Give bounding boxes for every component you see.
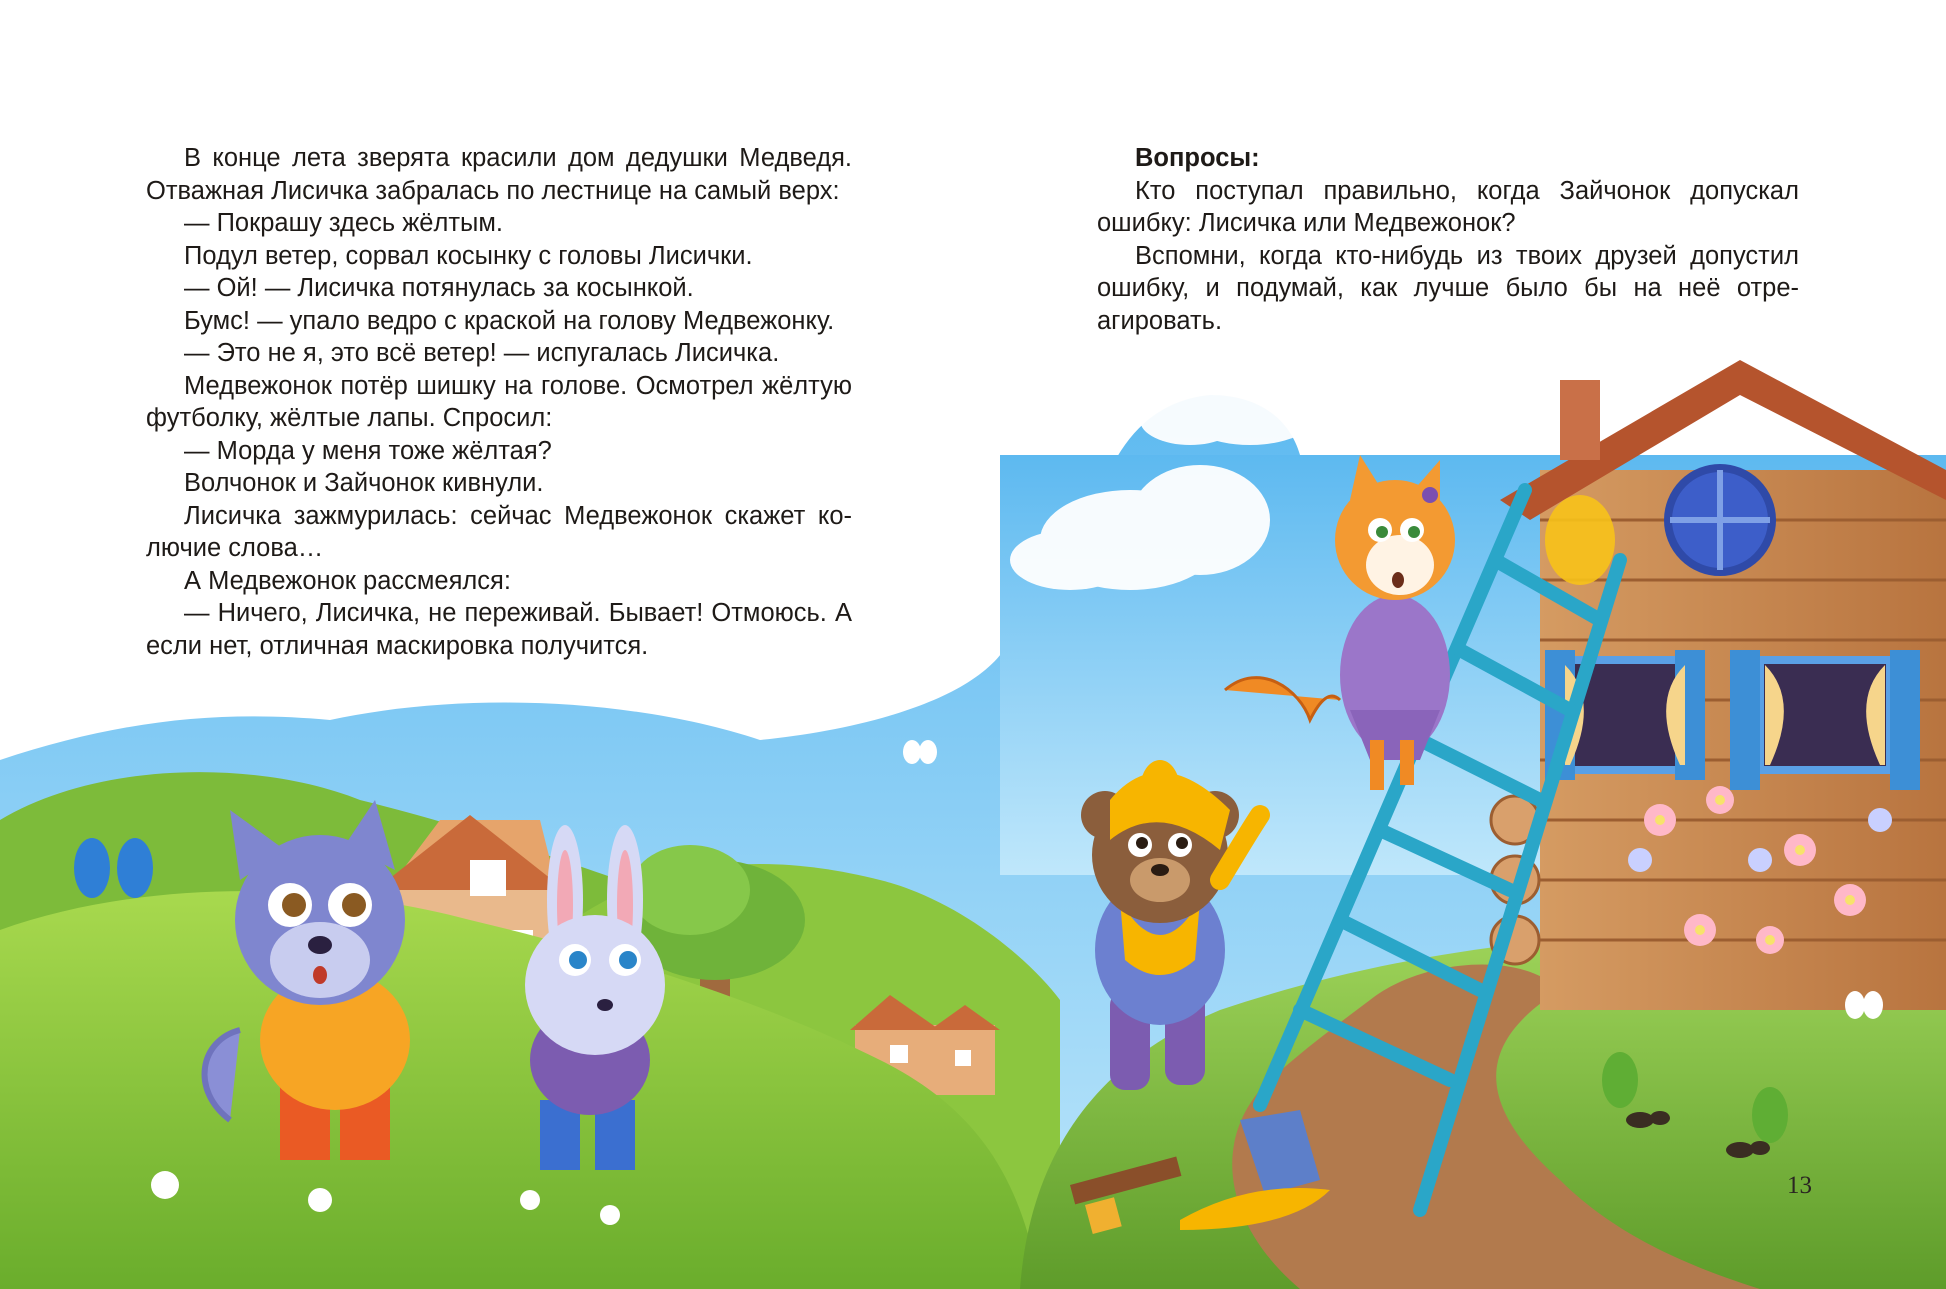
story-paragraph: Медвежонок потёр шишку на голове. Осмотрел жёлтую футболку, жёлтые лапы. Спросил: (146, 371, 852, 432)
story-paragraph: Волчонок и Зайчонок кивнули. (184, 469, 544, 497)
story-paragraph: Лисичка зажмурилась: сейчас Медвежонок скажет колючие слова… (146, 501, 852, 562)
story-paragraph: — Морда у меня тоже жёлтая? (184, 436, 552, 465)
story-paragraph: В конце лета зверята красили дом дедушки Медведя. Отважная Лисичка забралась по лестнице на самый верх: (146, 144, 852, 205)
question-item: Вспомни, когда кто-нибудь из твоих друзей допустил ошибку, и подумай, как лучше было бы на неё отреагировать. (1097, 241, 1799, 335)
story-text (146, 142, 852, 662)
story-paragraph: — Покрашу здесь жёлтым. (184, 209, 503, 237)
questions-block (1097, 142, 1799, 337)
question-item: Кто поступал правильно, когда Зайчонок допускал ошибку: Лисичка или Медвежонок? (1097, 176, 1799, 237)
story-paragraph: — Это не я, это всё ветер! — испугалась Лисичка. (184, 339, 780, 367)
story-paragraph: — Ой! — Лисичка потянулась за косынкой. (184, 274, 694, 302)
story-paragraph: Бумс! — упало ведро с краской на голову Медвежонку. (184, 306, 835, 335)
story-paragraph: Подул ветер, сорвал косынку с головы Лисички. (184, 241, 753, 270)
questions-title: Вопросы: (1135, 144, 1260, 172)
page-number: 13 (1787, 1172, 1812, 1199)
story-paragraph: — Ничего, Лисичка, не переживай. Бывает! Отмоюсь. А если нет, отличная маскировка получится. (146, 599, 852, 660)
story-paragraph: А Медвежонок рассмеялся: (184, 566, 511, 595)
cloud-upper (1140, 343, 1370, 445)
